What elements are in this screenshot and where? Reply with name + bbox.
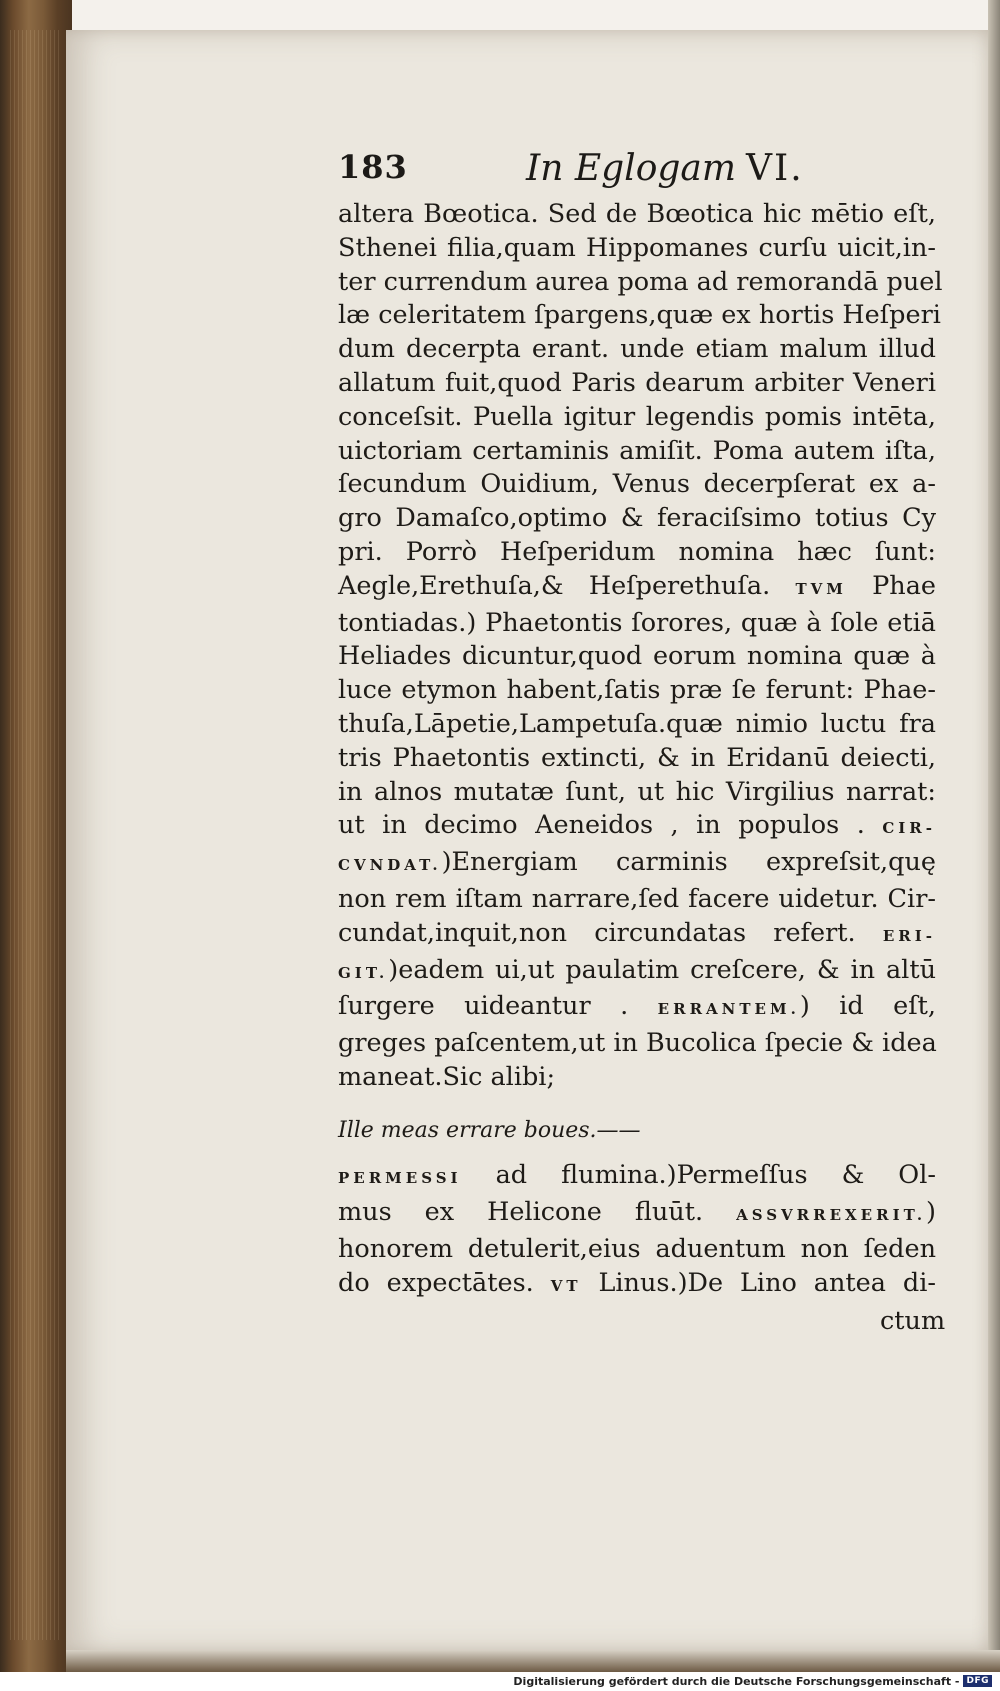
body-text [338,198,943,1095]
small-caps-lemma: ASSVRREXERIT. [736,1206,927,1224]
text-line: Heliades dicuntur,quod eorum nomina quæ à [338,641,936,672]
text-line: læ celeritatem ſpargens,quæ ex hortis Heſperi [338,300,941,331]
text-line: allatum fuit,quod Paris dearum arbiter Veneri [338,367,936,398]
small-caps-lemma: ERRANTEM. [657,1000,800,1019]
text-line: tontiadas.) Phaetontis ſorores, quæ à ſole etiā [338,607,936,638]
page-bottom-edge [66,1650,1000,1672]
text-line: ut in decimo Aeneidos , in populos . CIR- [338,810,936,841]
text-line: Aegle,Erethuſa,& Heſperethuſa. TVM Phae [338,570,936,601]
running-title-number: VI. [746,148,804,189]
page-number: 183 [338,148,408,186]
text-line: mus ex Helicone fluūt. ASSVRREXERIT.) [338,1197,936,1227]
small-caps-lemma: CIR- [882,819,936,838]
text-line: Sthenei filia,quam Hippomanes curſu uicit,in- [338,232,936,263]
text-line: ter currendum aurea poma ad remorandā puel [338,266,943,297]
text-line: GIT.)eadem ui,ut paulatim creſcere, & in altū [338,954,936,985]
small-caps-lemma: CVNDAT. [338,856,442,875]
text-line: ſurgere uideantur . ERRANTEM.) id eſt, [338,991,937,1022]
text-line: dum decerpta erant. unde etiam malum illud [338,334,936,365]
text-line: greges paſcentem,ut in Bucolica ſpecie & idea [338,1028,937,1059]
text-line: honorem detulerit,eius aduentum non ſeden [338,1234,936,1264]
page-right-edge [988,0,1000,1672]
text-line: gro Damaſco,optimo & feraciſsimo totius Cy [338,503,936,534]
small-caps-lemma: GIT. [338,963,389,982]
text-line: uictoriam certaminis amiſit. Poma autem iſta, [338,435,936,466]
text-line: ſecundum Ouidium, Venus decerpſerat ex a- [338,469,936,500]
text-line: maneat.Sic alibi; [338,1061,556,1092]
small-caps-lemma: PERMESSI [338,1169,462,1187]
catchword: ctum [880,1306,946,1336]
running-title: In Eglogam VI. [526,148,804,189]
text-line: thuſa,Lāpetie,Lampetuſa.quæ nimio luctu fra [338,708,936,739]
text-line: luce etymon habent,ſatis præ ſe ferunt: Phae- [338,675,936,706]
text-line: conceſsit. Puella igitur legendis pomis intēta, [338,401,936,432]
text-line: tris Phaetontis extincti, & in Eridanū deiecti, [338,742,936,773]
body-text-continued [338,1158,936,1303]
dfg-logo: DFG [963,1675,992,1687]
small-caps-lemma: VT [550,1277,582,1295]
small-caps-lemma: ERI- [882,926,937,945]
page-header [338,148,958,198]
text-line: non rem iſtam narrare,ſed facere uidetur. Cir- [338,883,936,914]
text-line: do expectātes. VT Linus.)De Lino antea di- [338,1268,936,1298]
text-line: altera Bœotica. Sed de Bœotica hic mētio eſt, [338,199,936,229]
text-line: pri. Porrò Heſperidum nomina hæc ſunt: [338,536,936,567]
credit-text: Digitalisierung gefördert durch die Deutsche Forschungsgemeinschaft - [513,1674,960,1688]
book-spine-edge [0,0,72,1672]
text-line: CVNDAT.)Energiam carminis expreſsit,quę [338,847,936,878]
digitization-credit [513,1673,992,1689]
text-line: in alnos mutatæ ſunt, ut hic Virgilius narrat: [338,776,936,807]
quotation-line: Ille meas errare boues.—— [338,1118,641,1143]
small-caps-lemma: TVM [795,579,847,598]
text-line: cundat,inquit,non circundatas refert. ERI- [338,917,937,948]
text-line: PERMESSI ad flumina.)Permeſſus & Ol- [338,1160,936,1190]
